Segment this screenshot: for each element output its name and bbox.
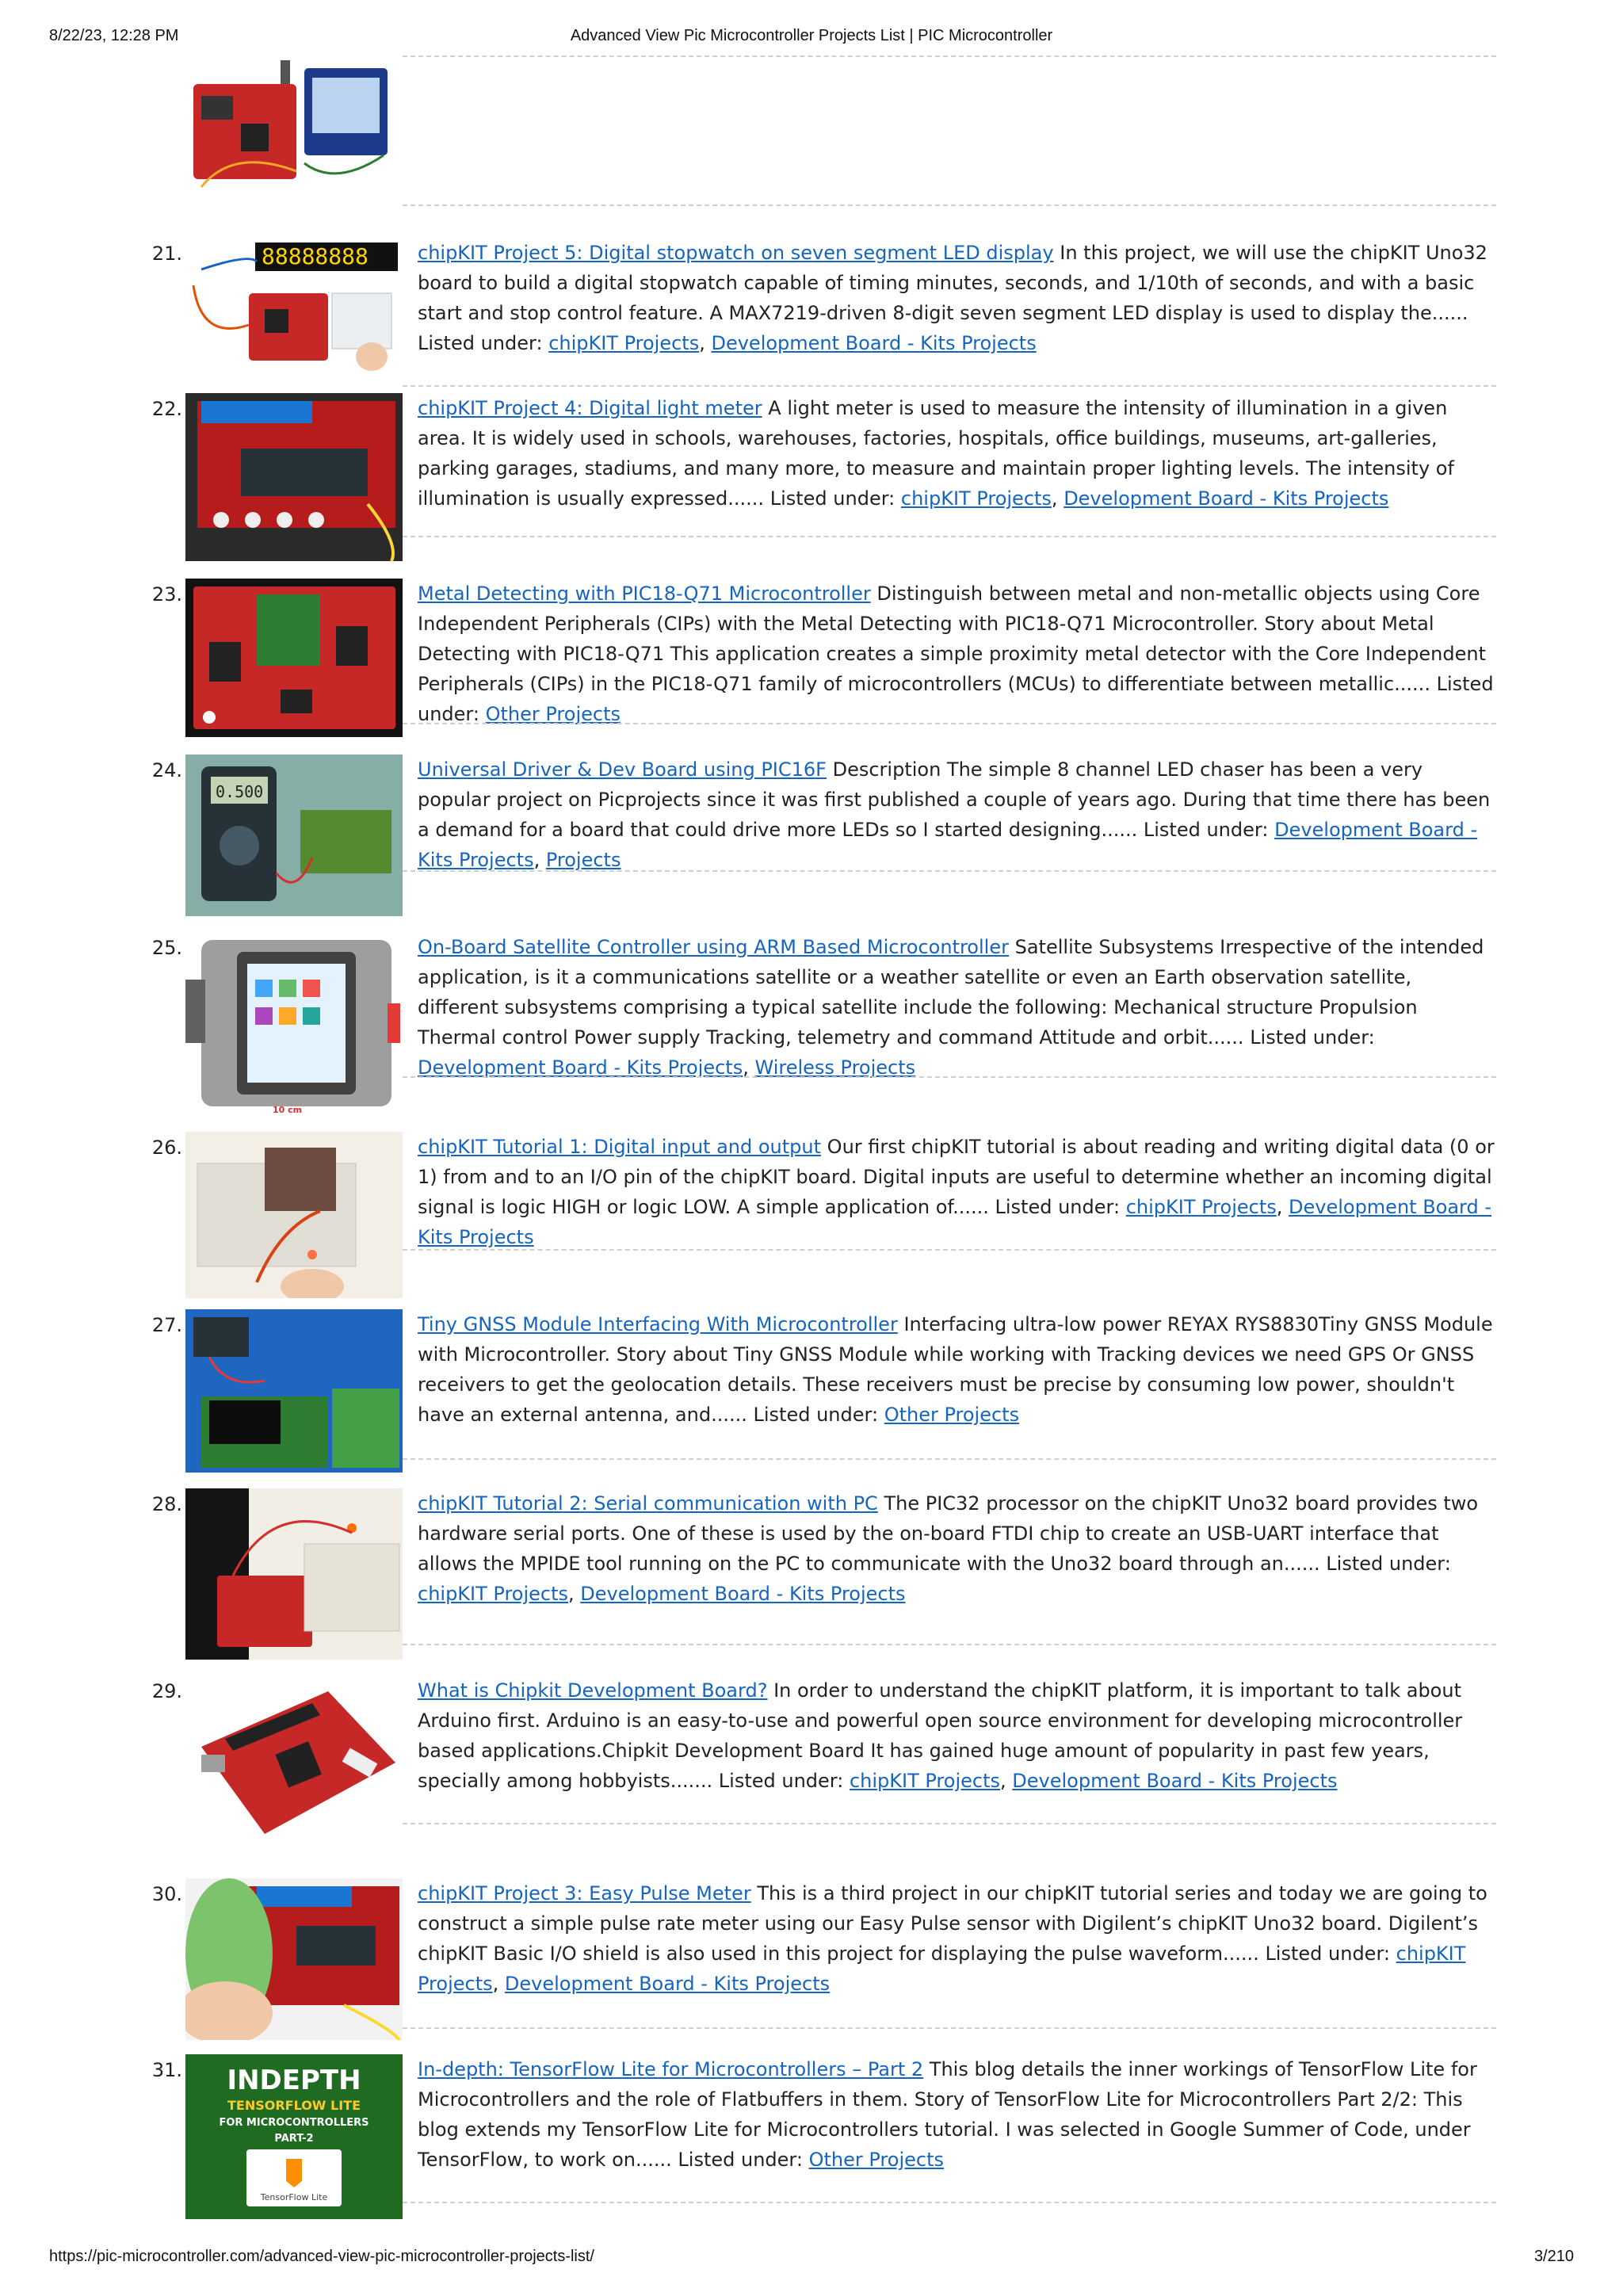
meter-reading: 0.500 (216, 782, 264, 801)
project-thumbnail[interactable] (185, 1132, 403, 1298)
item-title-link[interactable]: Tiny GNSS Module Interfacing With Microcontroller (418, 1313, 898, 1335)
item-number: 22. (151, 398, 182, 420)
divider (403, 2027, 1496, 2029)
item-description: In this project, we will use the chipKIT Uno32 board to build a digital stopwatch capable of timing minutes, seconds, and 1/10th of seconds, and with a basic start and stop control feature. A MAX7219-driven 8-digit seven segment LED display is used to display the...... (418, 242, 1487, 324)
item-title-link[interactable]: chipKIT Tutorial 1: Digital input and output (418, 1136, 822, 1158)
item-number: 28. (151, 1493, 182, 1515)
listed-under-label: Listed under: (753, 1404, 879, 1426)
item-description: Our first chipKIT tutorial is about reading and writing digital data (0 or 1) from and to an I/O pin of the chipKIT board. Digital inputs are useful to determine whether an incoming digital signal is logic HIGH or logic LOW. A simple application of...... (418, 1136, 1495, 1218)
item-description: This is a third project in our chipKIT tutorial series and today we are going to construct a simple pulse rate meter using our Easy Pulse sensor with Digilent’s chipKIT Uno32 board. Digilent’s chipKIT Basic I/O shield is also used in this project for displaying the pulse waveform...... (418, 1882, 1487, 1965)
item-number: 25. (151, 937, 182, 959)
item-description: Description The simple 8 channel LED chaser has been a very popular project on Picprojects since it was first published a couple of years ago. During that time there has been a demand for a board that could drive more LEDs so I started designing...... (418, 758, 1491, 841)
category-link[interactable]: chipKIT Projects (418, 1583, 569, 1605)
item-text: chipKIT Tutorial 2: Serial communication with PC The PIC32 processor on the chipKIT Uno32 board provides two hardware serial ports. One of these is used by the on-board FTDI chip to create an USB-UART interface that allows the MPIDE tool running on the PC to communicate with the Uno32 board through an...... Listed under: chipKIT Projects, Development Board - Kits Projects (418, 1492, 1479, 1605)
divider (403, 1249, 1496, 1251)
listed-under-label: Listed under: (1250, 1026, 1375, 1049)
item-description: This blog details the inner workings of TensorFlow Lite for Microcontrollers and the role of Flatbuffers in them. Story of TensorFlow Lite for Microcontrollers Part 2/2: This blog extends my TensorFlow Lite for Microcontrollers tutorial. I was selected in Google Summer of Code, under TensorFlow, to work on...... (418, 2058, 1477, 2171)
category-link[interactable]: chipKIT Projects (900, 487, 1052, 510)
item-text: What is Chipkit Development Board? In order to understand the chipKIT platform, it is important to talk about Arduino first. Arduino is an easy-to-use and powerful open source environment for developing microcontroller based applications.Chipkit Development Board It has gained huge amount of popularity in past few years, specially among hobbyists....... Listed under: chipKIT Projects, Development Board - Kits Projects (418, 1679, 1463, 1792)
item-title-link[interactable]: chipKIT Project 4: Digital light meter (418, 397, 762, 419)
print-page-number: 3/210 (1533, 2248, 1574, 2265)
listed-under-label: Listed under: (418, 673, 1494, 725)
category-link[interactable]: chipKIT Projects (849, 1770, 1000, 1792)
item-text: Universal Driver & Dev Board using PIC16F Description The simple 8 channel LED chaser has been a very popular project on Picprojects since it was first published a couple of years ago. During that time there has been a demand for a board that could drive more LEDs so I started designing...... Listed under: Development Board - Kits Projects, Projects (418, 758, 1491, 871)
item-number: 31. (151, 2059, 182, 2081)
project-thumbnail[interactable] (185, 393, 403, 561)
item-description: Interfacing ultra-low power REYAX RYS8830Tiny GNSS Module with Microcontroller. Story about Tiny GNSS Module while working with Tracking devices we need GPS Or GNSS receivers to get the geolocation details. These receivers must be precise by consuming low power, shouldn't have an external antenna, and...... (418, 1313, 1493, 1426)
divider (403, 536, 1496, 537)
item-description: In order to understand the chipKIT platform, it is important to talk about Arduino first. Arduino is an easy-to-use and powerful open source environment for developing microcontroller based applications.Chipkit Development Board It has gained huge amount of popularity in past few years, specially among hobbyists....... (418, 1679, 1463, 1792)
category-link[interactable]: Development Board - Kits Projects (580, 1583, 906, 1605)
item-number: 21. (151, 243, 182, 265)
category-link[interactable]: Development Board - Kits Projects (504, 1973, 831, 1995)
category-link[interactable]: chipKIT Projects (1125, 1196, 1277, 1218)
item-title-link[interactable]: chipKIT Project 5: Digital stopwatch on seven segment LED display (418, 242, 1054, 264)
project-thumbnail[interactable] (185, 1675, 403, 1850)
item-title-link[interactable]: In-depth: TensorFlow Lite for Microcontrollers – Part 2 (418, 2058, 924, 2080)
item-text (418, 2054, 1495, 2175)
item-title-link[interactable]: What is Chipkit Development Board? (418, 1679, 768, 1702)
size-label: 10 cm (273, 1105, 303, 1115)
listed-under-label: Listed under: (418, 332, 543, 354)
item-text (418, 1309, 1495, 1430)
item-text: chipKIT Project 3: Easy Pulse Meter This is a third project in our chipKIT tutorial series and today we are going to construct a simple pulse rate meter using our Easy Pulse sensor with Digilent’s chipKIT Uno32 board. Digilent’s chipKIT Basic I/O shield is also used in this project for displaying the pulse waveform...... Listed under: chipKIT Projects, Development Board - Kits Projects (418, 1882, 1487, 1995)
divider (403, 723, 1496, 724)
category-link[interactable]: Development Board - Kits Projects (711, 332, 1037, 354)
category-link[interactable]: Development Board - Kits Projects (418, 1196, 1492, 1248)
category-link[interactable]: Development Board - Kits Projects (1064, 487, 1389, 510)
divider (403, 55, 1496, 57)
item-number: 30. (151, 1883, 182, 1905)
item-description: The PIC32 processor on the chipKIT Uno32 board provides two hardware serial ports. One of these is used by the on-board FTDI chip to create an USB-UART interface that allows the MPIDE tool running on the PC to communicate with the Uno32 board through an...... (418, 1492, 1479, 1575)
category-link[interactable]: Other Projects (485, 703, 621, 725)
tflite-title: INDEPTH (227, 2065, 361, 2096)
stopwatch-digits: 88888888 (262, 243, 369, 269)
listed-under-label: Listed under: (1265, 1943, 1390, 1965)
listed-under-label: Listed under: (1326, 1553, 1451, 1575)
listed-under-label: Listed under: (678, 2149, 803, 2171)
listed-under-label: Listed under: (718, 1770, 844, 1792)
divider (403, 1823, 1496, 1824)
item-description: Satellite Subsystems Irrespective of the intended application, is it a communications satellite or a weather satellite or even an Earth observation satellite, different subsystems comprising a typical satellite include the following: Mechanical structure Propulsion Thermal control Power supply Tracking, telemetry and command Attitude and orbit...... (418, 936, 1484, 1049)
item-number: 24. (151, 759, 182, 781)
item-title-link[interactable]: Metal Detecting with PIC18-Q71 Microcontroller (418, 583, 871, 605)
print-datetime: 8/22/23, 12:28 PM (49, 27, 179, 44)
item-text (418, 579, 1495, 729)
item-text: On-Board Satellite Controller using ARM Based Microcontroller Satellite Subsystems Irrespective of the intended application, is it a communications satellite or a weather satellite or even an Earth observation satellite, different subsystems comprising a typical satellite include the following: Mechanical structure Propulsion Thermal control Power supply Tracking, telemetry and command Attitude and orbit...... Listed under: Development Board - Kits Projects, Wireless Projects (418, 936, 1484, 1079)
print-url: https://pic-microcontroller.com/advanced-view-pic-microcontroller-projects-list/ (49, 2248, 594, 2265)
divider (403, 1644, 1496, 1645)
listed-under-label: Listed under: (995, 1196, 1121, 1218)
print-footer (0, 2248, 1623, 2270)
item-number: 27. (151, 1314, 182, 1336)
category-link[interactable]: Projects (545, 849, 621, 871)
item-description: A light meter is used to measure the intensity of illumination in a given area. It is widely used in schools, warehouses, factories, hospitals, office buildings, museums, art-galleries, parking garages, stadiums, and many more, to measure and maintain proper lighting levels. The intensity of illumination is usually expressed...... (418, 397, 1454, 510)
category-link[interactable]: chipKIT Projects (548, 332, 700, 354)
project-thumbnail[interactable] (185, 932, 403, 1116)
item-description: Distinguish between metal and non-metallic objects using Core Independent Peripherals (CIPs) with the Metal Detecting with PIC18-Q71 Microcontroller. Story about Metal Detecting with PIC18-Q71 This application creates a simple proximity metal detector with the Core Independent Peripherals (CIPs) in the PIC18-Q71 family of microcontrollers (MCUs) to differentiate between metallic...... (418, 583, 1487, 695)
category-link[interactable]: chipKIT Projects (418, 1943, 1466, 1995)
divider (403, 385, 1496, 387)
item-number: 23. (151, 583, 182, 606)
divider (403, 1458, 1496, 1460)
category-link[interactable]: Wireless Projects (754, 1056, 916, 1079)
print-page-title: Advanced View Pic Microcontroller Projects List | PIC Microcontroller (570, 27, 1053, 44)
category-link[interactable]: Other Projects (808, 2149, 944, 2171)
item-number: 26. (151, 1137, 182, 1159)
item-title-link[interactable]: On-Board Satellite Controller using ARM Based Microcontroller (418, 936, 1009, 958)
listed-under-label: Listed under: (769, 487, 896, 510)
project-thumbnail[interactable] (185, 1488, 403, 1660)
tflite-subtitle: TENSORFLOW LITE (227, 2098, 361, 2113)
item-title-link[interactable]: chipKIT Tutorial 2: Serial communication with PC (418, 1492, 878, 1515)
item-title-link[interactable]: Universal Driver & Dev Board using PIC16F (418, 758, 827, 781)
item-text: chipKIT Project 4: Digital light meter A light meter is used to measure the intensity of illumination in a given area. It is widely used in schools, warehouses, factories, hospitals, office buildings, museums, art-galleries, parking garages, stadiums, and many more, to measure and maintain proper lighting levels. The intensity of illumination is usually expressed...... Listed under: chipKIT Projects, Development Board - Kits Projects (418, 397, 1454, 510)
divider (403, 1076, 1496, 1078)
item-title-link[interactable]: chipKIT Project 3: Easy Pulse Meter (418, 1882, 751, 1904)
item-text: chipKIT Tutorial 1: Digital input and output Our first chipKIT tutorial is about reading and writing digital data (0 or 1) from and to an I/O pin of the chipKIT board. Digital inputs are useful to determine whether an incoming digital signal is logic HIGH or logic LOW. A simple application of...... Listed under: chipKIT Projects, Development Board - Kits Projects (418, 1136, 1495, 1248)
divider (403, 2202, 1496, 2203)
category-link[interactable]: Development Board - Kits Projects (418, 819, 1478, 871)
project-thumbnail[interactable] (185, 1878, 403, 2040)
project-thumbnail[interactable] (185, 1309, 403, 1473)
tflite-subtitle-2: FOR MICROCONTROLLERS (219, 2117, 369, 2129)
tflite-logo: TensorFlow Lite (260, 2192, 328, 2202)
project-thumbnail[interactable] (185, 52, 403, 201)
category-link[interactable]: Other Projects (884, 1404, 1020, 1426)
category-link[interactable]: Development Board - Kits Projects (418, 1056, 743, 1079)
item-text: chipKIT Project 5: Digital stopwatch on seven segment LED display In this project, we will use the chipKIT Uno32 board to build a digital stopwatch capable of timing minutes, seconds, and 1/10th of seconds, and with a basic start and stop control feature. A MAX7219-driven 8-digit seven segment LED display is used to display the...... Listed under: chipKIT Projects, Development Board - Kits Projects (418, 242, 1487, 354)
listed-under-label: Listed under: (1143, 819, 1269, 841)
tflite-part: PART-2 (274, 2133, 314, 2145)
divider (403, 870, 1496, 872)
item-number: 29. (151, 1680, 182, 1702)
project-thumbnail[interactable] (185, 755, 403, 916)
project-thumbnail[interactable] (185, 579, 403, 737)
divider (403, 204, 1496, 206)
project-thumbnail[interactable] (185, 2054, 403, 2219)
category-link[interactable]: Development Board - Kits Projects (1012, 1770, 1338, 1792)
project-thumbnail[interactable] (185, 238, 403, 374)
